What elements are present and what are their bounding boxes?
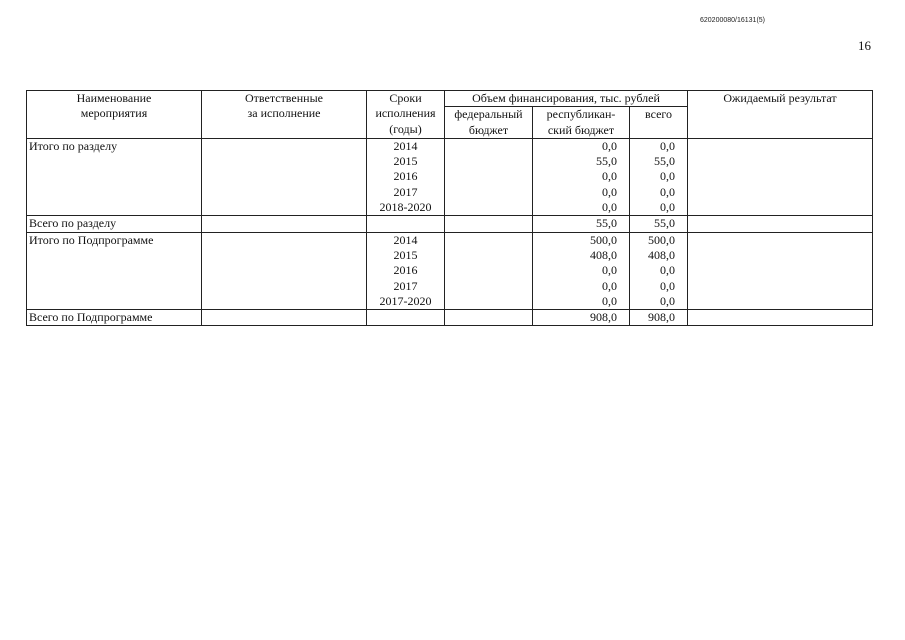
row-federal [445, 310, 533, 326]
header-funding: Объем финансирования, тыс. рублей [445, 91, 688, 107]
row-total: 908,0 [630, 310, 688, 326]
page-number: 16 [858, 38, 871, 53]
row-federal [445, 216, 533, 232]
row-republic: 908,0 [533, 310, 630, 326]
row-responsible [202, 216, 367, 232]
row-label: Всего по разделу [27, 216, 202, 232]
row-result [688, 216, 873, 232]
funding-table [26, 90, 873, 326]
row-result [688, 138, 873, 215]
row-republic: 0,0 55,0 0,0 0,0 0,0 [533, 138, 630, 215]
header-responsible: Ответственные за исполнение [202, 91, 367, 139]
header-name: Наименование мероприятия [27, 91, 202, 139]
row-years [367, 310, 445, 326]
table-row [27, 216, 873, 232]
document-code: 620200080/16131(5) [700, 17, 766, 24]
row-federal [445, 138, 533, 215]
header-republic: республикан- ский бюджет [533, 107, 630, 139]
table-row [27, 138, 873, 215]
table-row [27, 310, 873, 326]
row-years: 2014 2015 2016 2017 2017-2020 [367, 232, 445, 309]
row-years: 2014 2015 2016 2017 2018-2020 [367, 138, 445, 215]
header-result: Ожидаемый результат [688, 91, 873, 139]
row-responsible [202, 232, 367, 309]
row-label: Всего по Подпрограмме [27, 310, 202, 326]
row-responsible [202, 310, 367, 326]
row-total: 500,0 408,0 0,0 0,0 0,0 [630, 232, 688, 309]
row-republic: 55,0 [533, 216, 630, 232]
row-responsible [202, 138, 367, 215]
row-result [688, 232, 873, 309]
header-terms: Сроки исполнения (годы) [367, 91, 445, 139]
row-federal [445, 232, 533, 309]
row-label: Итого по Подпрограмме [27, 232, 202, 309]
table-header-row [27, 91, 873, 107]
row-label: Итого по разделу [27, 138, 202, 215]
row-republic: 500,0 408,0 0,0 0,0 0,0 [533, 232, 630, 309]
row-total: 0,0 55,0 0,0 0,0 0,0 [630, 138, 688, 215]
row-total: 55,0 [630, 216, 688, 232]
row-years [367, 216, 445, 232]
row-result [688, 310, 873, 326]
header-total: всего [630, 107, 688, 139]
header-federal: федеральный бюджет [445, 107, 533, 139]
table-row [27, 232, 873, 309]
